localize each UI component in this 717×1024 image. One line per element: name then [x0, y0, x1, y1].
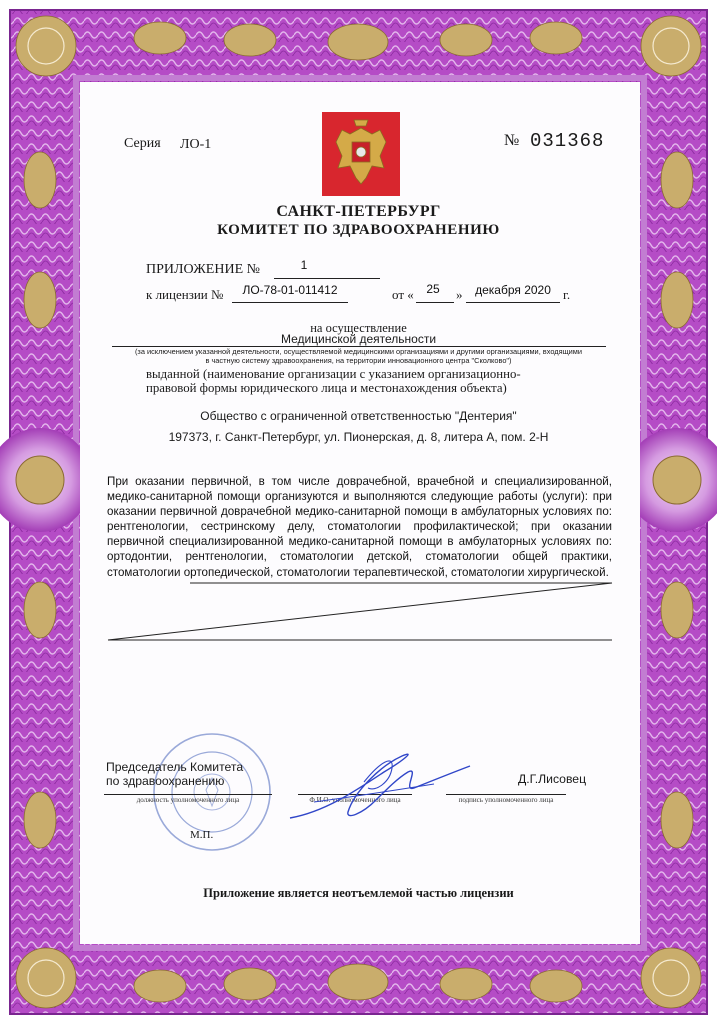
committee-title: КОМИТЕТ ПО ЗДРАВООХРАНЕНИЮ	[217, 222, 500, 238]
series-label: Серия	[124, 136, 161, 151]
appendix-value: 1	[300, 258, 308, 272]
date-day: 25	[426, 282, 440, 296]
strike-lines	[100, 578, 615, 644]
day-line	[416, 302, 454, 303]
license-line	[232, 302, 348, 303]
signer-position-1: Председатель Комитета	[106, 760, 244, 774]
month-line	[466, 302, 560, 303]
signer-name: Д.Г.Лисовец	[518, 772, 587, 786]
appendix-label: ПРИЛОЖЕНИЕ №	[146, 262, 260, 277]
activity-note-1: (за исключением указанной деятельности, осуществляемой медицинскими организациями и другими организациями, входящими	[134, 347, 583, 356]
year-suffix: г.	[563, 287, 571, 302]
signature-icon	[284, 742, 474, 828]
license-value: ЛО-78-01-011412	[242, 283, 338, 297]
organization-address: 197373, г. Санкт-Петербург, ул. Пионерская, д. 8, литера А, пом. 2-Н	[168, 430, 549, 444]
seal-place-label: М.П.	[190, 829, 214, 841]
services-text: При оказании первичной, в том числе доврачебной, врачебной и специализированной, медико-санитарной помощи организуются и выполняются следующие работы (услуги): при оказании первичной доврачебной медико-санитарной помощи в амбулаторных условиях по: рентгенологии, сестринскому делу, стоматологии профилактической; при оказании первичной специализированной медико-санитарной помощи в амбулаторных условиях по: ортодонтии, рентгенологии, стоматологии детской, стоматологии общей практики, стоматологии ортопедической, стоматологии терапевтической, стоматологии хирургической.	[107, 475, 612, 579]
signer-position-2: по здравоохранению	[106, 774, 225, 788]
certificate-number: 031368	[530, 130, 605, 152]
series-value: ЛО-1	[180, 137, 212, 152]
position-caption: должность уполномоченного лица	[136, 796, 240, 804]
issued-line-2: правовой формы юридического лица и местонахождения объекта)	[146, 381, 507, 395]
number-sign: №	[504, 132, 520, 149]
signature-caption: подпись уполномоченного лица	[458, 796, 554, 804]
issued-line-1: выданной (наименование организации с указанием организационно-	[146, 367, 521, 381]
date-mid: »	[456, 287, 463, 302]
position-line	[104, 794, 272, 795]
organization-name: Общество с ограниченной ответственностью "Дентерия"	[200, 409, 517, 423]
date-month-year: декабря 2020	[475, 283, 551, 297]
date-from-label: от «	[392, 287, 414, 302]
license-label: к лицензии №	[146, 287, 224, 302]
city-title: САНКТ-ПЕТЕРБУРГ	[276, 203, 441, 220]
appendix-line	[274, 278, 380, 279]
activity-note-2: в частную систему здравоохранения, на территории инновационного центра "Сколково")	[205, 356, 512, 365]
footer-note: Приложение является неотъемлемой частью лицензии	[203, 886, 514, 900]
name-caption: Ф.И.О. уполномоченного лица	[309, 796, 401, 804]
coat-of-arms-icon	[322, 112, 400, 196]
activity-value: Медицинской деятельности	[280, 332, 437, 346]
activity-label: на осуществление	[310, 321, 407, 335]
